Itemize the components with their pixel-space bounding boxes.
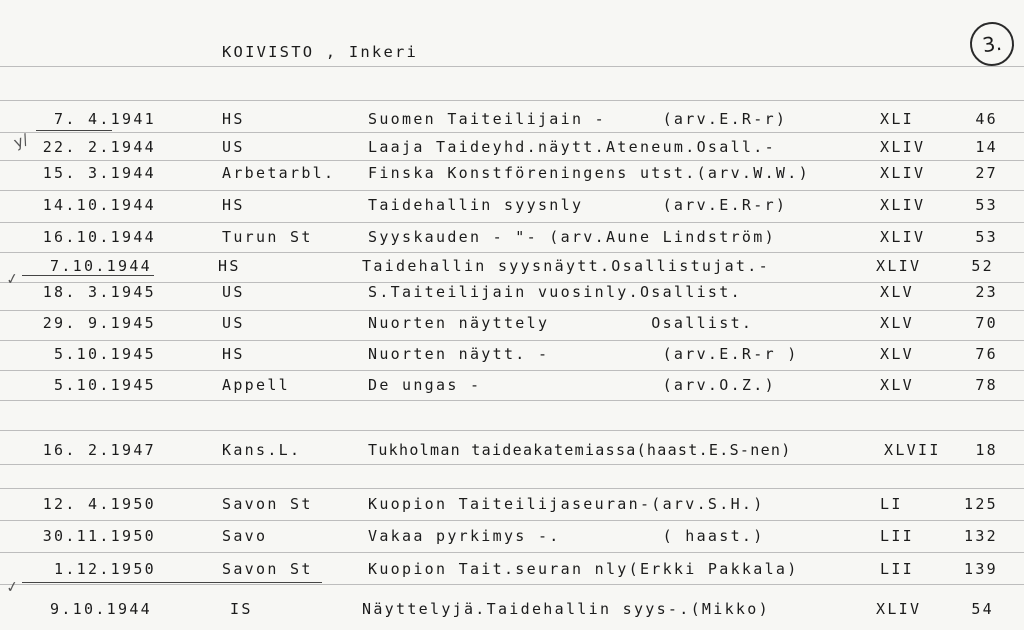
ruled-line [0,464,1024,465]
entry-page: 14 [975,138,998,156]
entry-date: 14.10.1944 [42,196,156,214]
entry-publication: US [222,138,245,156]
entry-publication: Arbetarbl. [222,164,336,182]
card-entry [0,560,1024,582]
entry-page: 125 [964,495,998,513]
entry-title: Nuorten näyttely Osallist. [368,314,754,332]
ruled-line [0,100,1024,101]
card-entry [0,110,1024,132]
entry-volume: XLIV [876,600,922,618]
entry-date: 16.10.1944 [42,228,156,246]
entry-volume: XLIV [880,164,926,182]
entry-volume: XLV [880,345,914,363]
ruled-line [0,160,1024,161]
entry-title: Nuorten näytt. - (arv.E.R-r ) [368,345,799,363]
ruled-line [0,222,1024,223]
entry-volume: XLV [880,376,914,394]
entry-volume: XLIV [880,138,926,156]
entry-volume: XLI [880,110,914,128]
entry-page: 139 [964,560,998,578]
entry-page: 23 [975,283,998,301]
entry-date: 22. 2.1944 [42,138,156,156]
entry-publication: Kans.L. [222,441,302,459]
entry-page: 53 [975,228,998,246]
entry-publication: HS [218,257,241,275]
entry-title: Vakaa pyrkimys -. ( haast.) [368,527,765,545]
entry-volume: XLVII [884,441,941,459]
card-number-circle: 3. [967,19,1017,69]
entry-publication: US [222,314,245,332]
card-entry [0,527,1024,549]
entry-publication: Savon St [222,560,313,578]
entry-title: Tukholman taideakatemiassa(haast.E.S-nen) [368,441,792,459]
entry-publication: Turun St [222,228,313,246]
entry-page: 70 [975,314,998,332]
entry-volume: LI [880,495,903,513]
card-heading-name: KOIVISTO , Inkeri [222,43,419,61]
entry-date: 15. 3.1944 [42,164,156,182]
ruled-line [0,252,1024,253]
entry-page: 78 [975,376,998,394]
entry-title: Taidehallin syysnäytt.Osallistujat.- [362,257,770,275]
ruled-line [0,552,1024,553]
entry-date: 29. 9.1945 [42,314,156,332]
entry-page: 76 [975,345,998,363]
entry-publication: US [222,283,245,301]
card-entry [0,138,1024,160]
entry-page: 27 [975,164,998,182]
ruled-line [0,310,1024,311]
ruled-line [0,66,1024,67]
entry-title: Suomen Taiteilijain - (arv.E.R-r) [368,110,788,128]
card-entry [0,376,1024,398]
entry-volume: XLIV [880,228,926,246]
entry-publication: Savon St [222,495,313,513]
ruled-line [0,370,1024,371]
ruled-line [0,400,1024,401]
entry-date: 5.10.1945 [54,345,156,363]
entry-page: 52 [971,257,994,275]
ruled-line [0,430,1024,431]
card-entry [0,345,1024,367]
entry-volume: XLIV [876,257,922,275]
ruled-line [0,132,1024,133]
entry-volume: LII [880,527,914,545]
entry-date: 12. 4.1950 [42,495,156,513]
entry-date: 9.10.1944 [50,600,152,618]
ruled-line [0,520,1024,521]
entry-volume: LII [880,560,914,578]
card-entry [0,228,1024,250]
entry-page: 46 [975,110,998,128]
ruled-line [0,488,1024,489]
card-entry [0,600,1024,622]
card-entry [0,314,1024,336]
entry-date: 5.10.1945 [54,376,156,394]
entry-title: Taidehallin syysnly (arv.E.R-r) [368,196,788,214]
handwritten-check: ✓ [4,577,21,597]
entry-page: 18 [975,441,998,459]
card-entry [0,164,1024,186]
ruled-line [0,340,1024,341]
entry-title: Laaja Taideyhd.näytt.Ateneum.Osall.- [368,138,776,156]
entry-date: 30.11.1950 [42,527,156,545]
entry-page: 132 [964,527,998,545]
entry-publication: IS [230,600,253,618]
card-entry [0,441,1024,463]
handwritten-underline [22,275,154,276]
entry-page: 54 [971,600,994,618]
entry-publication: Appell [222,376,290,394]
entry-page: 53 [975,196,998,214]
entry-date: 1.12.1950 [54,560,156,578]
handwritten-underline [22,582,322,583]
handwritten-mark: y/ [11,130,31,152]
entry-title: Kuopion Tait.seuran nly(Erkki Pakkala) [368,560,799,578]
handwritten-check: ✓ [4,269,21,289]
entry-publication: HS [222,196,245,214]
entry-title: Kuopion Taiteilijaseuran-(arv.S.H.) [368,495,765,513]
entry-title: Näyttelyjä.Taidehallin syys-.(Mikko) [362,600,770,618]
card-entry [0,196,1024,218]
entry-publication: HS [222,110,245,128]
entry-date: 16. 2.1947 [42,441,156,459]
entry-publication: Savo [222,527,268,545]
entry-volume: XLV [880,314,914,332]
entry-volume: XLV [880,283,914,301]
entry-date: 7.10.1944 [50,257,152,275]
entry-title: Finska Konstföreningens utst.(arv.W.W.) [368,164,810,182]
entry-title: De ungas - (arv.O.Z.) [368,376,776,394]
entry-title: S.Taiteilijain vuosinly.Osallist. [368,283,742,301]
entry-date: 7. 4.1941 [54,110,156,128]
ruled-line [0,584,1024,585]
entry-publication: HS [222,345,245,363]
entry-date: 18. 3.1945 [42,283,156,301]
entry-title: Syyskauden - "- (arv.Aune Lindström) [368,228,776,246]
card-entry [0,495,1024,517]
handwritten-underline [36,130,112,131]
entry-volume: XLIV [880,196,926,214]
card-entry [0,283,1024,305]
ruled-line [0,190,1024,191]
